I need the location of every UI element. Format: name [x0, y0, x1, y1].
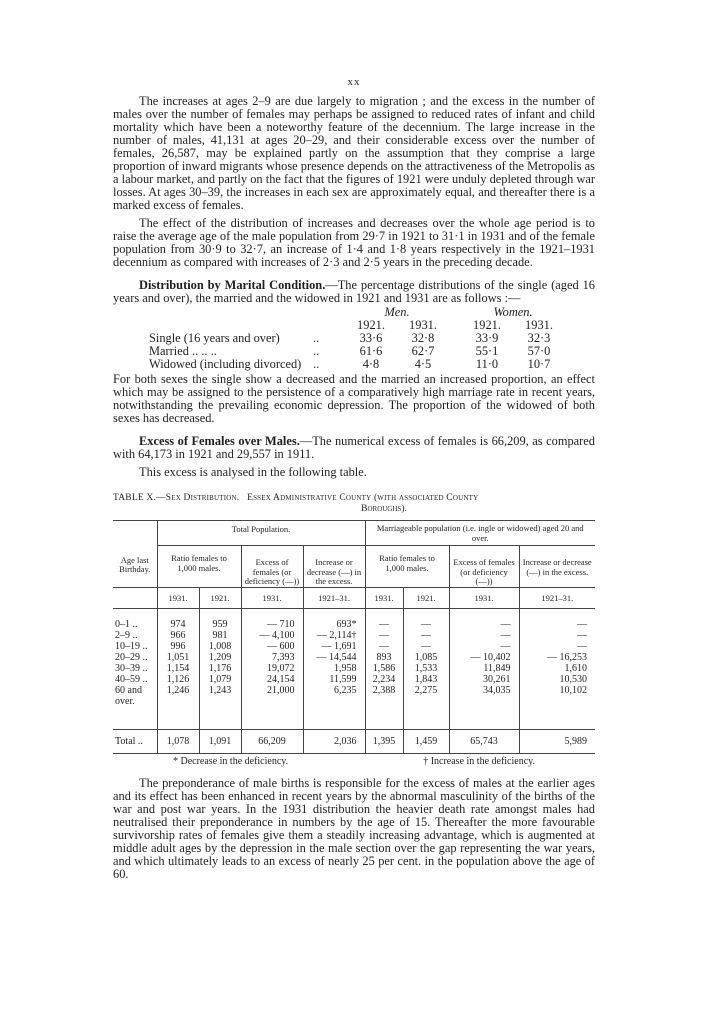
value-cell: 19,072	[241, 663, 303, 674]
year-header: 1921.	[403, 587, 449, 608]
paragraph-male-births: The preponderance of male births is responsible for the excess of males at the earlier ages and its effect has been enhanced in recent years by the abnormal masculinity of the births of the war and post war years. In the 1931 distribution the heavier death rate amongst males had neutralised their preponderance in numbers by the age of 15. Thereafter the more favourable survivorship rates of females give them a steadily increasing advantage, which is augmented at middle adult ages by the depression in the male section over the gap representing the war years, and which ultimately leads to an excess of nearly 25 per cent. in the population above the age of 60.	[113, 775, 595, 881]
value-cell: —	[449, 608, 519, 630]
marital-sex-header	[113, 306, 595, 319]
year-header: 1931.	[365, 587, 403, 608]
marital-text: —The percentage distributions of the single (aged 16 years and over), the married and the widowed in 1921 and 1931 are as follows :—	[113, 278, 595, 305]
value-cell: 10·7	[527, 357, 551, 371]
value-cell: 24,154	[241, 674, 303, 685]
total-cell: 1,078	[157, 729, 199, 753]
value-cell: 2,234	[365, 674, 403, 685]
table-row	[113, 608, 595, 630]
value-cell: 1,246	[157, 685, 199, 730]
row-label: Widowed (including divorced)	[149, 357, 302, 371]
value-cell: 1,533	[403, 663, 449, 674]
col-ratio: Ratio females to 1,000 males.	[157, 546, 241, 588]
table-area: Essex Administrative County (with associated County	[247, 493, 479, 503]
paragraph-marital-summary: For both sexes the single show a decreased and the married an increased proportion, an effect which may be assigned to the persistence of a comparatively high marriage rate in recent years, notwithstanding the prevailing economic depression. The proportion of the widowed of both sexes has decreased.	[113, 372, 595, 425]
value-cell: 62·7	[411, 344, 435, 358]
year-header: 1931.	[449, 587, 519, 608]
year-header: 1931.	[241, 587, 303, 608]
table-row	[113, 652, 595, 663]
value-cell: 4·5	[414, 357, 432, 371]
table-row	[113, 685, 595, 730]
value-cell: 1,008	[199, 641, 241, 652]
value-cell: 1,209	[199, 652, 241, 663]
age-group-cell: 0–1 ..	[115, 618, 138, 630]
year-cell: 1931.	[525, 318, 553, 332]
col-m-increase: Increase or decrease (—) in the excess.	[519, 546, 595, 588]
total-cell: 1,459	[403, 729, 449, 753]
value-cell: 2,388	[365, 685, 403, 730]
value-cell: — 1,691	[303, 641, 365, 652]
value-cell: 1,051	[157, 652, 199, 663]
age-group-cell: 60 and over.	[115, 684, 142, 707]
sex-distribution-table	[113, 520, 595, 754]
value-cell: 7,393	[241, 652, 303, 663]
table-row	[113, 630, 595, 641]
age-group-cell: 2–9 ..	[115, 629, 138, 641]
year-cell: 1921.	[473, 318, 501, 332]
footnote-decrease: * Decrease in the deficiency.	[173, 755, 289, 767]
document-page	[113, 76, 595, 881]
value-cell: —	[519, 630, 595, 641]
value-cell: 11,599	[303, 674, 365, 685]
total-cell: 65,743	[449, 729, 519, 753]
value-cell: — 14,544	[303, 652, 365, 663]
value-cell: 33·6	[359, 331, 383, 345]
value-cell: 11,849	[449, 663, 519, 674]
value-cell: 32·3	[527, 331, 551, 345]
value-cell: 1,176	[199, 663, 241, 674]
value-cell: — 2,114†	[303, 630, 365, 641]
age-group-cell: 20–29 ..	[115, 651, 148, 663]
value-cell: —	[365, 608, 403, 630]
value-cell: — 16,253	[519, 652, 595, 663]
row-dots: ..	[313, 331, 320, 345]
value-cell: — 10,402	[449, 652, 519, 663]
value-cell: 1,843	[403, 674, 449, 685]
value-cell: 32·8	[411, 331, 435, 345]
value-cell: 10,530	[519, 674, 595, 685]
value-cell: 6,235	[303, 685, 365, 730]
value-cell: 10,102	[519, 685, 595, 730]
col-age: Age last Birthday.	[113, 546, 157, 588]
paragraph-average-age: The effect of the distribution of increases and decreases over the whole age period is to raise the average age of the male population from 29·7 in 1921 to 31·1 in 1931 and of the female population from 30·9 to 32·7, an increase of 1·4 and 1·8 years respectively in the 1921–1931 decennium as compared with increases of 2·3 and 2·5 years in the preceding decade.	[113, 216, 595, 269]
total-label: Total ..	[113, 729, 157, 753]
table-row	[113, 663, 595, 674]
women-header: Women.	[493, 305, 533, 319]
age-group-cell: 40–59 ..	[115, 673, 148, 685]
total-cell: 1,395	[365, 729, 403, 753]
row-label: Single (16 years and over)	[149, 331, 280, 345]
value-cell: 959	[199, 608, 241, 630]
col-increase: Increase or decrease (—) in the excess.	[303, 546, 365, 588]
footnote-increase: † Increase in the deficiency.	[423, 755, 535, 767]
value-cell: —	[403, 608, 449, 630]
age-group-cell: 30–39 ..	[115, 662, 148, 674]
value-cell: 1,079	[199, 674, 241, 685]
value-cell: —	[449, 641, 519, 652]
value-cell: 893	[365, 652, 403, 663]
group-total-population: Total Population.	[157, 521, 365, 546]
value-cell: 2,275	[403, 685, 449, 730]
table-body	[113, 608, 595, 729]
value-cell: 974	[157, 608, 199, 630]
excess-heading: Excess of Females over Males.	[139, 434, 300, 448]
value-cell: 1,586	[365, 663, 403, 674]
value-cell: 1,243	[199, 685, 241, 730]
group-marriageable-population: Marriageable population (i.e. ingle or widowed) aged 20 and over.	[365, 521, 595, 546]
value-cell: 966	[157, 630, 199, 641]
value-cell: —	[365, 641, 403, 652]
table-row	[113, 674, 595, 685]
value-cell: 996	[157, 641, 199, 652]
value-cell: 4·8	[362, 357, 380, 371]
paragraph-migration: The increases at ages 2–9 are due largely to migration ; and the excess in the number of males over the number of females may perhaps be assigned to reduced rates of infant and child mortality which have been a noteworthy feature of the decennium. The large increase in the number of males, 41,131 at ages 20–29, and their considerable excess over the number of females, 26,587, may be explained partly on the assumption that they comprise a large proportion of inward migrants whose presence depends on the attractiveness of the Metropolis as a labour market, and partly on the fact that the figures of 1921 were unduly depleted through war losses. At ages 30–39, the increases in each sex are approximately equal, and thereafter there is a marked excess of females.	[113, 94, 595, 212]
year-cell: 1921.	[357, 318, 385, 332]
value-cell: 1,610	[519, 663, 595, 674]
total-cell: 2,036	[303, 729, 365, 753]
value-cell: 693*	[303, 608, 365, 630]
paragraph-marital-condition	[113, 279, 595, 305]
table-subject: Sex Distribution.	[165, 493, 240, 503]
value-cell: 33·9	[475, 331, 499, 345]
value-cell: —	[449, 630, 519, 641]
age-group-cell: 10–19 ..	[115, 640, 148, 652]
col-m-excess: Excess of females (or deficiency (—))	[449, 546, 519, 588]
value-cell: 57·0	[527, 344, 551, 358]
marital-heading: Distribution by Marital Condition.	[139, 278, 326, 292]
year-header: 1931.	[157, 587, 199, 608]
value-cell: 34,035	[449, 685, 519, 730]
table-title-cont: Boroughs).	[361, 504, 407, 514]
marital-row	[113, 358, 595, 371]
row-dots: ..	[313, 344, 320, 358]
col-m-ratio: Ratio females to 1,000 males.	[365, 546, 449, 588]
col-excess: Excess of females (or deficiency (—))	[241, 546, 303, 588]
value-cell: — 4,100	[241, 630, 303, 641]
total-cell: 5,989	[519, 729, 595, 753]
value-cell: —	[519, 608, 595, 630]
table-number: TABLE X.—	[113, 493, 166, 503]
table-row	[113, 641, 595, 652]
value-cell: 61·6	[359, 344, 383, 358]
value-cell: 55·1	[475, 344, 499, 358]
table-total-row	[113, 729, 595, 753]
total-cell: 66,209	[241, 729, 303, 753]
year-cell: 1931.	[409, 318, 437, 332]
value-cell: 981	[199, 630, 241, 641]
page-number: xx	[347, 76, 361, 88]
value-cell: 1,085	[403, 652, 449, 663]
excess-text: —The numerical excess of females is 66,209, as compared with 64,173 in 1921 and 29,557 in 1911.	[113, 434, 595, 461]
value-cell: — 600	[241, 641, 303, 652]
table-title	[113, 493, 595, 504]
paragraph-table-intro: This excess is analysed in the following table.	[139, 465, 367, 479]
value-cell: —	[403, 630, 449, 641]
value-cell: 1,958	[303, 663, 365, 674]
year-header: 1921–31.	[519, 587, 595, 608]
value-cell: —	[519, 641, 595, 652]
value-cell: 21,000	[241, 685, 303, 730]
value-cell: —	[403, 641, 449, 652]
marital-table	[113, 306, 595, 371]
value-cell: — 710	[241, 608, 303, 630]
year-header: 1921.	[199, 587, 241, 608]
value-cell: —	[365, 630, 403, 641]
value-cell: 1,154	[157, 663, 199, 674]
year-header: 1921–31.	[303, 587, 365, 608]
total-cell: 1,091	[199, 729, 241, 753]
row-dots: ..	[313, 357, 320, 371]
value-cell: 1,126	[157, 674, 199, 685]
row-label: Married .. .. ..	[149, 344, 217, 358]
table-footnotes	[113, 756, 595, 767]
men-header: Men.	[384, 305, 410, 319]
value-cell: 11·0	[475, 357, 499, 371]
paragraph-excess-females	[113, 435, 595, 461]
value-cell: 30,261	[449, 674, 519, 685]
